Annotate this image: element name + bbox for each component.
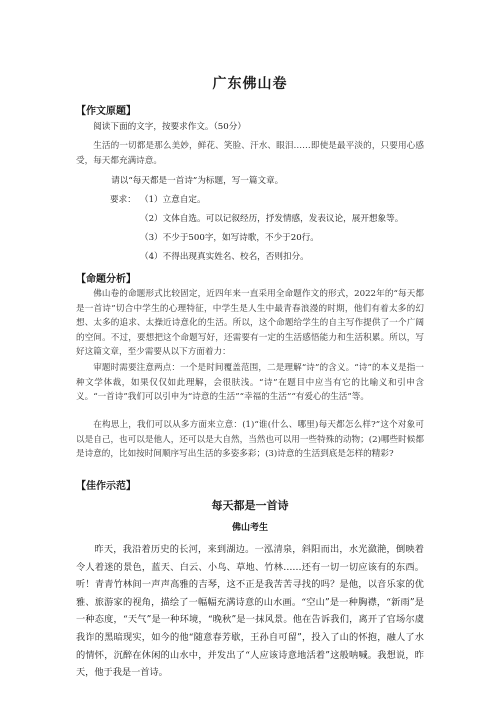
section-heading-original: 【作文原题】 [76,106,136,117]
requirement-item: （4）不得出现真实姓名、校名，否则扣分。 [140,252,309,262]
analysis-paragraph: 在构思上，我们可以从多方面来立意：(1)“谁(什么、哪里)每天都怎么样?”这个对象可以是自己，也可以是他人，还可以是大自然，当然也可以用一些特殊的动物；(2)哪些时候都是诗意的，比如按时间顺序写出生活的多姿多彩；(3)诗意的生活到底是怎样的精彩? [76,420,424,459]
analysis-paragraph: 佛山卷的命题形式比较固定，近四年来一直采用全命题作文的形式，2022年的“每天都是一首诗”切合中学生的心理特征，中学生是人生中最青春浪漫的时期，他们有着太多的幻想、太多的追求、太操近诗意化的生活。所以，这个命题给学生的自主写作提供了一个广阔的空间。不过，要想把这个命题写好，还需要有一定的生活感悟能力和生活积累。所以，写好这篇文章，至少需要从以下方面着力： [76,289,424,357]
requirement-item: （2）文体自选。可以记叙经历，抒发情感，发表议论，展开想象等。 [140,214,404,224]
prompt-intro: 阅读下面的文字，按要求作文。（50分） [93,122,246,132]
analysis-paragraph: 审题时需要注意两点：一个是时间覆盖范围，二是理解“诗”的含义。“诗”的本义是指一种文学体裁，如果仅仅如此理解，会很肤浅。“诗”在题目中应当有它的比喻义和引申含义。“一首诗”我们可以引申为“诗意的生活”“幸福的生活”“有爱心的生活”等。 [76,363,424,402]
requirements-label: 要求： [110,195,136,205]
section-heading-sample: 【佳作示范】 [76,481,136,492]
requirement-item: （1）立意自定。 [140,195,206,205]
essay-body: 昨天，我沿着历史的长河，来到湖边。一泓清泉，斜阳而出，水光潋滟，倒映着令人着迷的景色，蓝天、白云、小鸟、草地、竹林……还有一切一切应该有的东西。听！青青竹林间一声声高雅的吉琴，这不正是我苦苦寻找的吗？是他，以音乐家的优雅、旅游家的视角，描绘了一幅幅充满诗意的山水画。“空山”是一种胸襟，“新雨”是一种态度，“天气”是一种环境，“晚秋”是一抹风景。他在告诉我们，离开了官场尔虞我诈的黑暗现实，如今的他“随意春芳歇，王孙自可留”，投入了山的怀抱，融人了水的情怀，沉醉在休闲的山水中，并发出了“人应该诗意地活着”这般呐喊。我想说，昨天，他于我是一首诗。 [76,544,424,679]
prompt-task: 请以“每天都是一首诗”为标题，写一篇文章。 [111,176,284,186]
section-heading-analysis: 【命题分析】 [76,274,136,285]
requirement-item: （3）不少于500字，如写诗歌，不少于20行。 [140,233,319,243]
essay-title: 每天都是一首诗 [211,499,289,512]
page-title: 广东佛山卷 [212,76,288,92]
essay-author: 佛山考生 [231,523,268,533]
prompt-text: 生活的一切都是那么美妙，鲜花、笑脸、汗水、眼泪……即使是最平淡的，只要用心感受，每天都充满诗意。 [76,141,424,166]
